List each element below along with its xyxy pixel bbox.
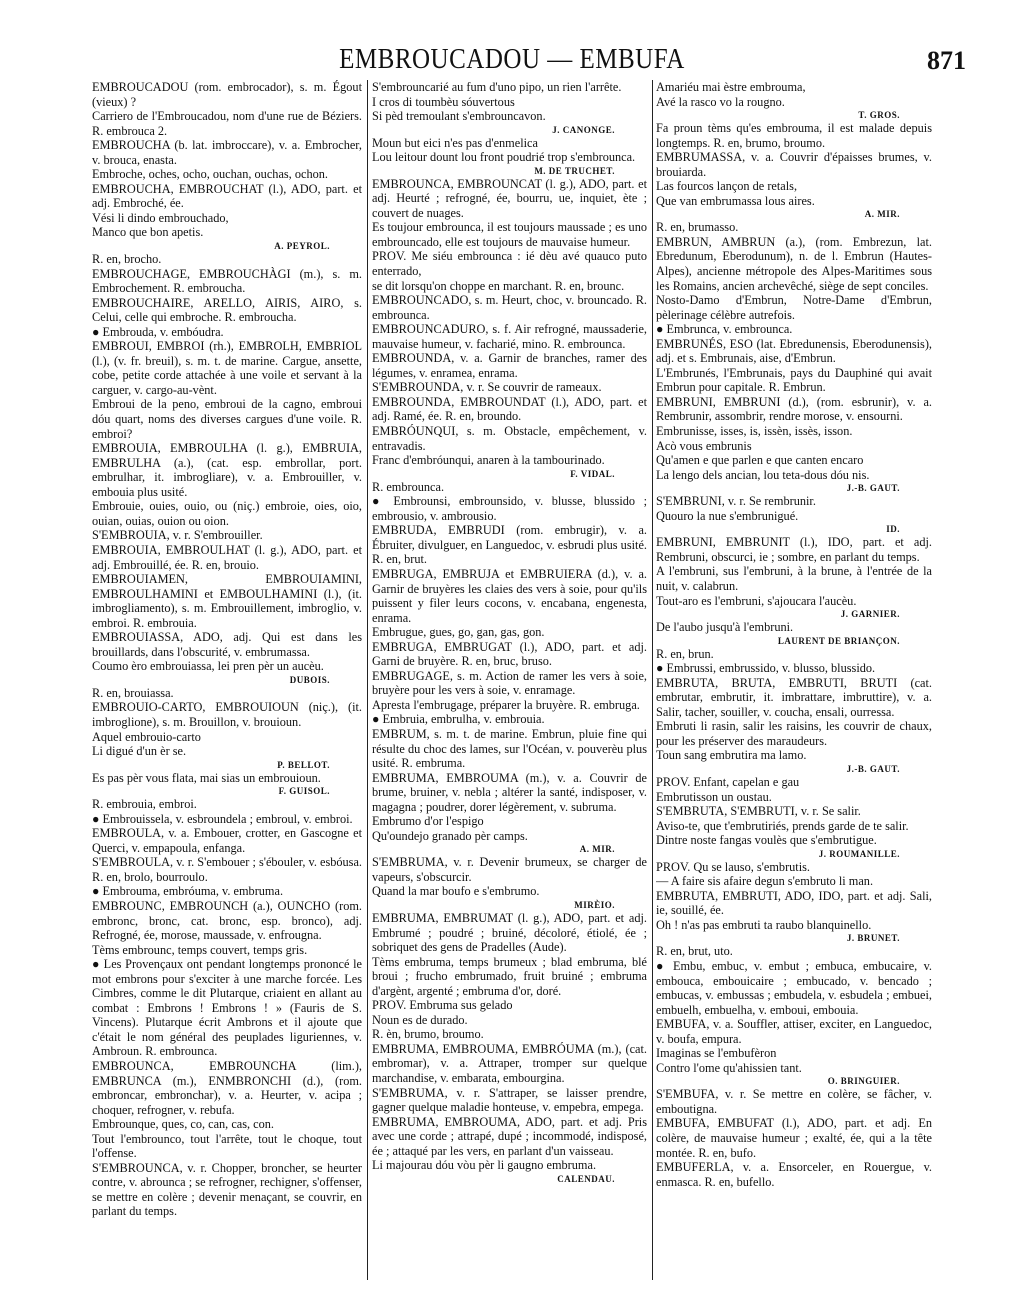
entry-text: Tèms embrounc, temps couvert, temps gris. [92,942,308,957]
entry-text: Li majourau dóu vòu pèr li gaugno embruma. [372,1158,597,1173]
entry-text: CALENDAU. [557,1173,615,1184]
entry-text: EMBRUMASSA, v. a. Couvrir d'épaisses brumes, v. brouiarda. [656,150,932,179]
entry-text: A l'embruni, sus l'embruni, à la brune, à l'entrée de la nuit, v. calabrun. [656,564,932,593]
entry-text: I cros di toumbèu sóuvertous [372,94,515,109]
entry-text: J.-B. GAUT. [846,763,900,774]
entry-text: Toun sang embrutira ma lamo. [656,748,807,763]
entry-text: Quouro la nue s'embrunigué. [656,508,799,523]
entry-text: F. VIDAL. [570,468,615,479]
entry-text: L'Embrunés, l'Embrunais, pays du Dauphiné qui avait Embrun pour capitale. R. Embrun. [656,365,932,395]
entry-text: S'EMBROUNCA, v. r. Chopper, broncher, se heurter contre, v. abrounca ; se refrogner, rechigner, s'offenser, se mettre en colère ; devenir menaçant, se couvrir, en parlant du temps. [92,1160,362,1219]
column-divider [652,80,653,1280]
entry-text: EMBRUNÉS, ESO (lat. Ebredunensis, Eberodunensis), adj. et s. Embrunais, aise, d'Embrun. [656,336,932,366]
entry-text: S'EMBUFA, v. r. Se mettre en colère, se fâcher, v. emboutigna. [656,1087,932,1116]
entry-text: EMBROUNC, EMBROUNCH (a.), OUNCHO (rom. embronc, bronc, cat. bronc, esp. broncо), adj. Refrogné, ée, morose, maussade, v. enfrougna. [92,898,362,943]
entry-text: Embrutisson un oustau. [656,789,772,804]
entry-text: De l'aubo jusqu'à l'embruni. [656,620,794,635]
entry-text: EMBROUNDA, v. a. Garnir de branches, ramer des légumes, v. enramea, enrama. [372,351,647,380]
entry-text: EMBRUTA, EMBRUTI, ADO, IDO, part. et adj. Sali, ie, souillé, ée. [656,888,932,918]
entry-text: S'EMBRUMA, v. r. Devenir brumeux, se charger de vapeurs, s'obscurcir. [372,855,647,884]
entry-text: Imaginas se l'embufèron [656,1046,777,1061]
entry-text: ● Embrouda, v. embóudra. [92,324,224,339]
entry-text: Quand la mar boufo e s'embrumo. [372,884,540,899]
entry-text: EMBRUDA, EMBRUDI (rom. embrugir), v. a. Ébruiter, divulguer, en Languedoc, v. esbrudi plus usité. R. en, brut. [372,523,647,567]
entry-text: T. GROS. [858,110,900,121]
entry-text: Tèms embruma, temps brumeux ; blad embruma, blé broui ; frucho embrumado, fruit bruiné ; embruma d'argènt, argenté ; embruma d'or, doré. [372,954,647,998]
entry-text: ● Embrunca, v. embrounca. [656,322,793,337]
entry-text: LAURENT DE BRIANÇON. [777,635,900,646]
entry-text: Embruti li rasin, salir les raisins, les couvrir de chaux, pour les préserver des maraudeurs. [656,719,932,748]
entry-text: ● Embrouma, embróuma, v. embruma. [92,884,284,899]
entry-text: S'EMBRUMA, v. r. S'attraper, se laisser prendre, gagner quelque maladie honteuse, v. empebra, empega. [372,1085,647,1115]
entry-text: EMBROUNCADURO, s. f. Air refrogné, maussaderie, mauvaise humeur, v. facharié, mino. R. embrounca. [372,322,647,351]
entry-text: PROV. Embruma sus gelado [372,998,513,1013]
entry-text: Avé la rasco vo la rougno. [656,94,785,109]
entry-text: MIRÈIO. [574,899,615,910]
entry-text: Las fourcos lançon de retals, [656,179,798,194]
entry-text: M. DE TRUCHET. [534,165,615,176]
entry-text: EMBRUM, s. m. t. de marine. Embrun, pluie fine qui résulte du choc des lames, sur l'Océan, v. pouverèu plus usité. R. embruma. [372,726,647,771]
entry-text: EMBROUCADOU (rom. embrocador), s. m. Égout (vieux) ? [92,80,362,109]
entry-text: EMBRUGAGE, s. m. Action de ramer les vers à soie, bruyère pour les vers à soie, v. enramage. [372,668,647,698]
entry-text: J. CANONGE. [552,124,615,135]
entry-text: Es pas pèr vous flata, mai sias un embrouioun. [92,770,321,785]
page-header [0,43,1024,82]
entry-text: Embrounque, ques, co, can, cas, con. [92,1117,275,1132]
entry-text: Que van embrumassa lous aires. [656,193,815,208]
entry-text: EMBRUNI, EMBRUNI (d.), (rom. esbrunir), v. a. Rembrunir, assombrir, rendre morose, v. ensourni. [656,394,932,424]
entry-text: Embrunisse, isses, is, issèn, issès, isson. [656,424,853,439]
entry-text: ● Embrouissela, v. esbroundela ; embroul, v. embroi. [92,811,353,826]
entry-text: EMBRUMA, EMBROUMA (m.), v. a. Couvrir de brume, bruiner, v. nebla ; altérer la santé, indisposer, v. magagna ; poudrer, dorer légèrement, v. subruma. [372,770,647,814]
dictionary-column-2 [372,80,647,1295]
entry-text: J. ROUMANILLE. [818,848,900,859]
entry-text: EMBRUTA, BRUTA, EMBRUTI, BRUTI (cat. embrutar, embrutir, it. imbrattare, imbruttire), v. a. Salir, tacher, souiller, v. coucha, ensali, ourressa. [656,675,932,719]
entry-text: EMBROUNCA, EMBROUNCAT (l. g.), ADO, part. et adj. Heurté ; refrogné, ée, bourru, ue, inquiet, ète ; couvert de nuages. [372,176,647,220]
entry-text: S'EMBROUNDA, v. r. Se couvrir de rameaux. [372,380,602,395]
entry-text: EMBUFA, v. a. Souffler, attiser, exciter, en Languedoc, v. boufa, empura. [656,1017,932,1046]
entry-text: Amariéu mai èstre embrouma, [656,80,806,94]
entry-text: EMBRUNI, EMBRUNIT (l.), IDO, part. et adj. Rembruni, obscurci, ie ; sombre, en parlant du temps. [656,535,932,564]
entry-text: R. embrounca. [372,479,445,494]
entry-text: R. en, brut, uto. [656,944,733,959]
entry-text: Acò vous embrunis [656,438,752,453]
entry-text: EMBUFERLA, v. a. Ensorceler, en Rouergue, v. enmasca. R. en, bufello. [656,1160,932,1189]
entry-text: EMBRUMA, EMBRUMAT (l. g.), ADO, part. et adj. Embrumé ; poudré ; bruiné, décoloré, étiolé, ée ; sobriquet des gens de Pradelles (Aude). [372,910,647,955]
entry-text: Fa proun tèms qu'es embrouma, il est malade depuis longtemps. R. en, brumo, broumo. [656,121,932,150]
entry-text: Dintre noste fangas voulès que s'embrutigue. [656,833,877,848]
entry-text: R. en, brumasso. [656,220,739,235]
entry-text: EMBROUCHAIRE, ARELLO, AIRIS, AIRO, s. Celui, celle qui embroche. R. embroucha. [92,295,362,325]
entry-text: Embrugue, gues, go, gan, gas, gon. [372,625,545,640]
entry-text: S'EMBROULA, v. r. S'embouer ; s'ébouler, v. esbóusa. R. en, brolo, bourroulo. [92,855,362,884]
entry-text: S'EMBROUIA, v. r. S'embrouiller. [92,528,263,543]
column-divider [367,80,368,1280]
entry-text: Tout-aro es l'embruni, s'ajoucara l'aucèu. [656,593,857,608]
entry-text: S'EMBRUTA, S'EMBRUTI, v. r. Se salir. [656,804,861,819]
entry-text: EMBRÓUNQUI, s. m. Obstacle, empêchement, v. entravadis. [372,424,647,453]
entry-text: R. en, brouiassa. [92,685,174,700]
entry-text: Embroche, oches, ocho, ouchan, ouchas, ochon. [92,167,328,182]
entry-text: ● Embruia, embrulha, v. embrouia. [372,712,545,727]
entry-text: J. BRUNET. [846,933,900,944]
entry-text: S'embrouncarié au fum d'uno pipo, un rien l'arrête. [372,80,622,94]
entry-text: EMBRUMA, EMBROUMA, ADO, part. et adj. Pris avec une corde ; attrapé, dupé ; incommodé, indisposé, ée ; attaqué par les vers, en parlant d'un vaisseau. [372,1114,647,1158]
running-head-title: EMBROUCADOU — EMBUFA [339,43,685,75]
entry-text: EMBROUCHAGE, EMBROUCHÀGI (m.), s. m. Embrochement. R. embroucha. [92,266,362,296]
entry-text: A. MIR. [864,209,900,220]
entry-text: ● Embrussi, embrussido, v. blusso, blussido. [656,661,876,676]
entry-text: ● Les Provençaux ont pendant longtemps prononcé le mot embrons pour s'exciter à une marche forcée. Les Cimbres, comme le dit Plutarque, criaient en allant au combat : Embrons ! Embrons ! » (Fauris de S. Vincens). Plutarque écrit Ambrons et il ajoute que c'était le nom général des peuplades liguriennes, v. Ambroun. R. embrounca. [92,957,362,1059]
entry-text: EMBROUNCADO, s. m. Heurt, choc, v. brouncado. R. embrounca. [372,293,647,322]
entry-text: Es toujour embrounca, il est toujours maussade ; es uno embrouncado, elle est toujours de mauvaise humeur. [372,220,647,249]
entry-text: EMBROUCHA, EMBROUCHAT (l.), ADO, part. et adj. Embroché, ée. [92,181,362,211]
entry-text: Aquel embrouio-carto [92,729,201,744]
entry-text: Vési li dindo embrouchado, [92,210,229,225]
entry-text: EMBROUIASSA, ADO, adj. Qui est dans les brouillards, dans l'obscurité, v. embrumassa. [92,630,362,659]
entry-text: Lou leitour dount lou front poudrié trop s'embrounca. [372,150,636,165]
entry-text: PROV. Qu se lauso, s'embrutis. [656,859,810,874]
entry-text: se dit lorsqu'on choppe en marchant. R. en, brounc. [372,278,625,293]
entry-text: PROV. Enfant, capelan e gau [656,774,800,789]
entry-text: R. embrouia, embroi. [92,797,197,812]
entry-text: EMBUFA, EMBUFAT (l.), ADO, part. et adj. En colère, de mauvaise humeur ; exalté, ée, qui a la tête montée. R. en, bufo. [656,1116,932,1160]
entry-text: Coumo èro embrouiassa, lei pren pèr un aucèu. [92,659,324,674]
entry-text: F. GUISOL. [278,786,330,797]
entry-text: Moun but eici n'es pas d'enmelica [372,135,538,150]
entry-text: Oh ! n'as pas embruti ta raubo blanquinello. [656,917,872,932]
entry-text: EMBRUN, AMBRUN (a.), (rom. Embrezun, lat. Ebredunum, Eberodunum), n. de l. Embrun (Hautes-Alpes), ancienne métropole des Alpes-Maritimes sous les Romains, ancien archevêché, siège de sept conciles. [656,234,932,293]
entry-text: P. BELLOT. [277,759,330,770]
entry-text: ● Embrounsi, embrounsido, v. blusse, blussido ; embrousio, v. ambrousio. [372,494,647,523]
entry-text: — A faire sis afaire degun s'embruto li man. [656,874,874,889]
entry-text: R. en, brocho. [92,252,162,267]
entry-text: Si pèd tremoulant s'embrouncavon. [372,109,546,124]
entry-text: Qu'amen e que parlen e que canten encaro [656,453,864,468]
entry-text: Aviso-te, que t'embrutiriés, prends garde de te salir. [656,818,909,833]
dictionary-column-3 [656,80,932,1295]
entry-text: R. en, brun. [656,646,714,661]
entry-text: Franc d'embróunqui, anaren à la tambourinado. [372,453,605,468]
entry-text: EMBRUMA, EMBROUMA, EMBRÓUMA (m.), (cat. embromar), v. a. Attraper, tromper sur quelque marchandise, v. embarata, embourgina. [372,1041,647,1085]
entry-text: EMBROUIA, EMBROULHA (l. g.), EMBRUIA, EMBRULHA (a.), (cat. esp. embrollar, port. embrulhar, it. imbrogliare), v. a. Embrouiller, v. embouia plus usité. [92,441,362,499]
entry-text: R. èn, brumo, broumo. [372,1027,484,1042]
entry-text: EMBROUIA, EMBROULHAT (l. g.), ADO, part. et adj. Embrouillé, ée. R. en, brouio. [92,542,362,572]
entry-text: EMBROUIAMEN, EMBROUIAMINI, EMBROULHAMINI et EMBOULHAMINI (l.), (it. imbrogliamento), s. m. Embrouillement, imbroglio, v. embroi. R. embrouia. [92,572,362,630]
entry-text: Manco que bon apetis. [92,225,204,240]
entry-text: EMBROUCHA (b. lat. imbroccare), v. a. Embrocher, v. brouca, enasta. [92,138,362,167]
entry-text: EMBROULA, v. a. Embouer, crotter, en Gascogne et Querci, v. empapoula, enfanga. [92,826,362,855]
entry-text: Contro l'ome qu'ahissien tant. [656,1060,802,1075]
entry-text: Embroui de la peno, embroui de la cagno, embroui dóu quart, noms des diverses cargues d'une voile. R. embroi? [92,397,362,441]
entry-text: EMBROUIO-CARTO, EMBROUIOUN (niç.), (it. imbroglione), s. m. Brouillon, v. brouioun. [92,700,362,729]
entry-text: ID. [886,524,900,535]
page-number: 871 [927,46,966,75]
entry-text: EMBRUGA, EMBRUJA et EMBRUIERA (d.), v. a. Garnir de bruyères les claies des vers à soie, pour qu'ils puissent y filer leurs cocons, v. encabana, engenesta, enrama. [372,566,647,625]
entry-text: EMBRUGA, EMBRUGAT (l.), ADO, part. et adj. Garni de bruyère. R. en, bruc, bruso. [372,639,647,669]
entry-text: Apresta l'embrugage, préparer la bruyère. R. embruga. [372,697,640,712]
entry-text: EMBROUI, EMBROI (rh.), EMBROLH, EMBRIOL (l.), (v. fr. breuil), s. m. t. de marine. Cargue, ansette, cobe, petite corde attachée à une voile et servant à la carguer, v. cargo-au-vènt. [92,339,362,397]
entry-text: EMBROUNDA, EMBROUNDAT (l.), ADO, part. et adj. Ramé, ée. R. en, broundo. [372,394,647,424]
entry-text: Noun es de durado. [372,1012,468,1027]
entry-text: Embrouie, ouies, ouio, ou (niç.) embroie, oies, oio, ouian, ouias, ouion ou oion. [92,499,362,528]
entry-text: Tout l'embrounco, tout l'arrête, tout le choque, tout l'offense. [92,1131,362,1161]
entry-text: DUBOIS. [289,674,330,685]
dictionary-column-1 [92,80,362,1295]
entry-text: Li digué d'un èr se. [92,744,187,759]
entry-text: A. PEYROL. [274,241,330,252]
entry-text: S'EMBRUNI, v. r. Se rembrunir. [656,494,816,509]
entry-text: PROV. Me siéu embrounca : ié dèu avé quauco puto enterrado, [372,249,647,279]
entry-text: ● Embu, embuc, v. embut ; embuca, embucaire, v. embouca, embouicaire ; embucado, v. bencado ; embucas, v. embussas ; embudela, v. esbudela ; embuei, embuelh, embuelha, v. emboui, embouia. [656,958,932,1017]
entry-text: EMBROUNCA, EMBROUNCHA (lim.), EMBRUNCA (m.), ENMBRONCHI (d.), (rom. embroncar, embronchar), v. a. Heurter, v. acipa ; choquer, refrogner, v. rebufa. [92,1059,362,1117]
entry-text: O. BRINGUIER. [827,1076,900,1087]
entry-text: La lengo dels ancian, lou teta-dous dóu nis. [656,467,870,482]
entry-text: Carriero de l'Embroucadou, nom d'une rue de Béziers. R. embrouca 2. [92,109,362,138]
entry-text: Qu'oundejo granado pèr camps. [372,828,528,843]
entry-text: Embrumo d'or l'espigo [372,814,484,829]
entry-text: J. GARNIER. [840,609,900,620]
entry-text: Nosto-Damo d'Embrun, Notre-Dame d'Embrun, pèlerinage célèbre autrefois. [656,293,932,322]
entry-text: J.-B. GAUT. [846,483,900,494]
entry-text: A. MIR. [579,844,615,855]
